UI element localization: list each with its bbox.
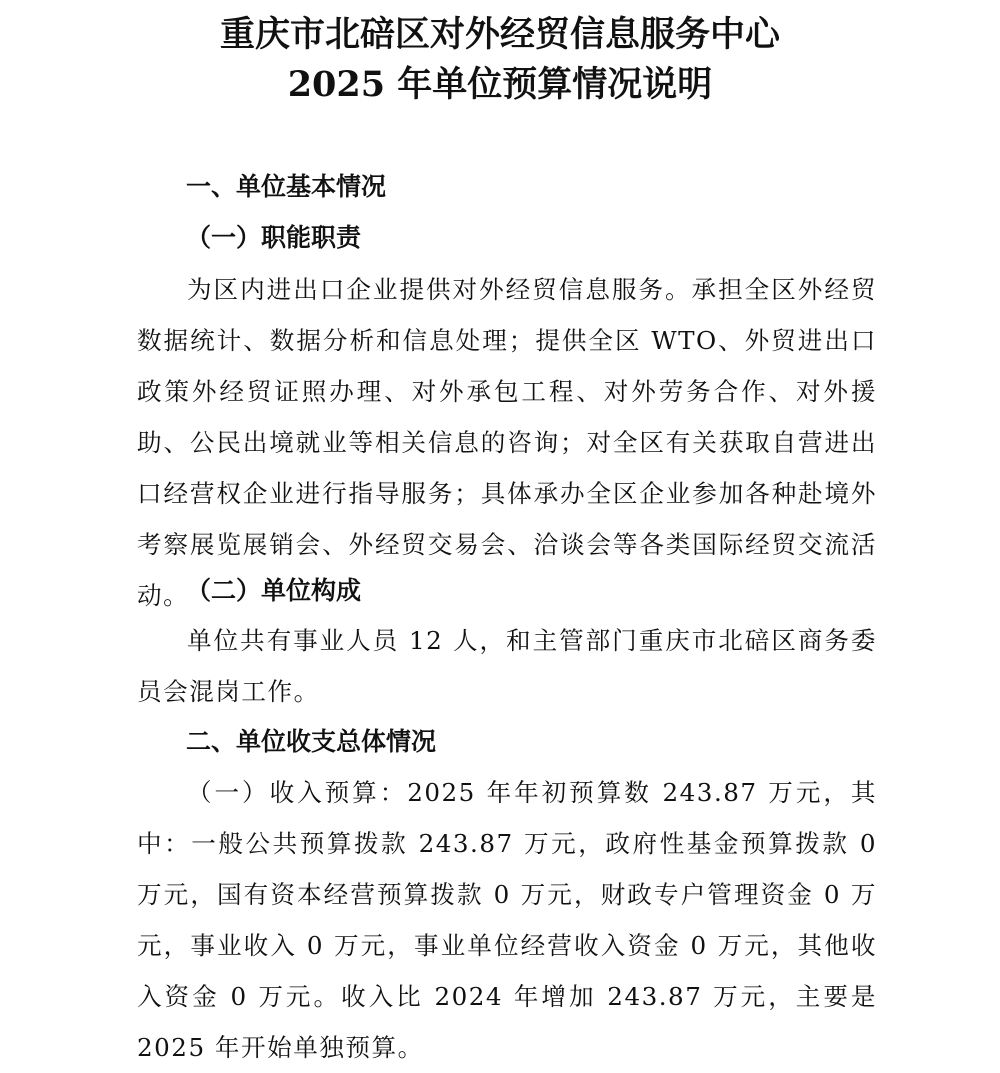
document-title-line-2: 2025 年单位预算情况说明	[287, 64, 713, 105]
subsection-heading-functions: （一）职能职责	[186, 223, 362, 252]
subsection-heading-composition: （二）单位构成	[186, 576, 362, 605]
paragraph-income-budget: （一）收入预算：2025 年年初预算数 243.87 万元，其中：一般公共预算拨款 243.87 万元，政府性基金预算拨款 0 万元，国有资本经营预算拨款 0 万元，财政专户管理资金 0 万元，事业收入 0 万元，事业单位经营收入资金 0 万元，其他收入资金 0 万元。收入比 2024 年增加 243.87 万元，主要是 2025 年开始单独预算。	[137, 778, 877, 1062]
paragraph-composition: 单位共有事业人员 12 人，和主管部门重庆市北碚区商务委员会混岗工作。	[137, 626, 877, 706]
section-heading-budget-overview: 二、单位收支总体情况	[186, 727, 437, 756]
section-heading-basic-info: 一、单位基本情况	[186, 172, 387, 201]
paragraph-functions: 为区内进出口企业提供对外经贸信息服务。承担全区外经贸数据统计、数据分析和信息处理；提供全区 WTO、外贸进出口政策外经贸证照办理、对外承包工程、对外劳务合作、对外援助、公民出境就业等相关信息的咨询；对全区有关获取自营进出口经营权企业进行指导服务；具体承办全区企业参加各种赴境外考察展览展销会、外经贸交易会、洽谈会等各类国际经贸交流活动。	[137, 275, 877, 610]
document-title-line-1: 重庆市北碚区对外经贸信息服务中心	[219, 14, 780, 55]
